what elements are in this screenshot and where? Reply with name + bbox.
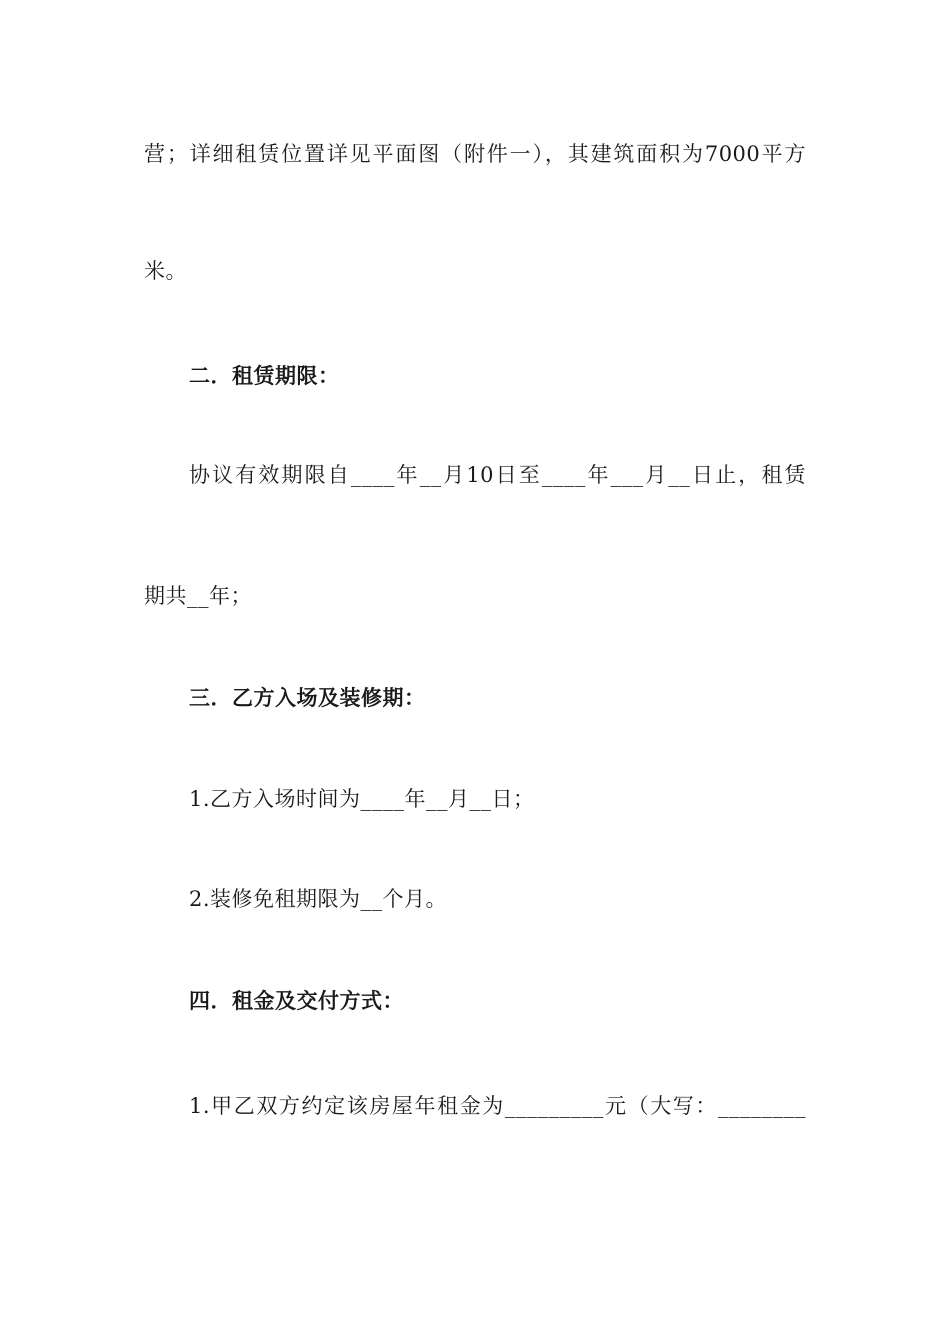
clause-entry-date: 1.乙方入场时间为____年__月__日； [189,787,535,811]
section-heading-entry-renovation: 三．乙方入场及装修期： [189,685,426,710]
paragraph-line-premises-end: 米。 [144,259,187,283]
section-heading-lease-term: 二．租赁期限： [189,363,340,388]
paragraph-line-term-years: 期共__年； [144,584,252,608]
clause-annual-rent: 1.甲乙双方约定该房屋年租金为_________元（大写：________ [189,1094,806,1118]
paragraph-line-term-dates: 协议有效期限自____年__月10日至____年___月__日止，租赁 [189,463,806,487]
section-heading-rent-payment: 四．租金及交付方式： [189,988,404,1013]
clause-rent-free-period: 2.装修免租期限为__个月。 [189,887,448,911]
paragraph-line-premises: 营；详细租赁位置详见平面图（附件一），其建筑面积为7000平方 [144,142,806,166]
